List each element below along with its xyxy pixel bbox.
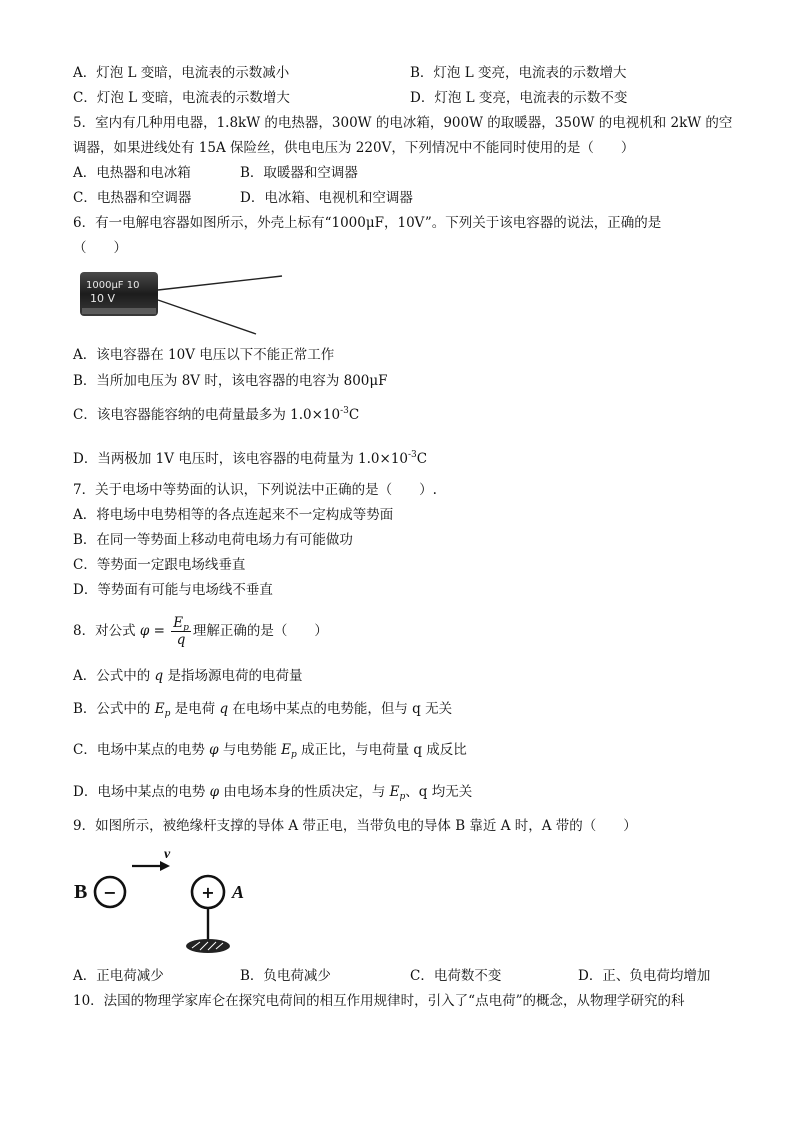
- conductor-b-label: B: [74, 881, 88, 903]
- q9-stem: 9．如图所示，被绝缘杆支撑的导体 A 带正电，当带负电的导体 B 靠近 A 时，A 带的（ ）: [73, 818, 637, 834]
- capacitor-illustration: [78, 268, 288, 340]
- q4-option-a: A．灯泡 L 变暗，电流表的示数减小: [73, 65, 290, 81]
- q7-option-b: B．在同一等势面上移动电荷电场力有可能做功: [73, 532, 353, 548]
- q8-fraction: [171, 615, 191, 648]
- q8-stem-prefix: 8．对公式: [73, 623, 140, 639]
- q6-option-d: [73, 450, 427, 468]
- q5-stem-line1: 5．室内有几种用电器，1.8kW 的电热器，300W 的电冰箱，900W 的取暖器，350W 的电视机和 2kW 的空: [73, 115, 733, 131]
- velocity-arrow-head: [160, 861, 170, 871]
- q7-stem: 7．关于电场中等势面的认识，下列说法中正确的是（ ）.: [73, 482, 437, 498]
- q8-phi: φ: [139, 623, 150, 639]
- q6-option-d-unit: C: [416, 451, 428, 467]
- charged-conductors-diagram: [72, 842, 262, 960]
- q4-option-b: B．灯泡 L 变亮，电流表的示数增大: [410, 65, 627, 81]
- q9-option-d: D．正、负电荷均增加: [578, 968, 711, 984]
- q4-option-c: C．灯泡 L 变暗，电流表的示数增大: [73, 90, 290, 106]
- q6-stem-line1: 6．有一电解电容器如图所示，外壳上标有“1000μF，10V”。下列关于该电容器的说法，正确的是: [73, 215, 662, 231]
- capacitor-lead-1: [158, 276, 282, 290]
- conductor-b-minus: −: [103, 883, 117, 902]
- q9-option-c: C．电荷数不变: [410, 968, 502, 984]
- q6-option-d-text: D．当两极加 1V 电压时，该电容器的电荷量为 1.0×10: [73, 451, 408, 467]
- q10-stem-line1: 10．法国的物理学家库仑在探究电荷间的相互作用规律时，引入了“点电荷”的概念，从物理学研究的科: [73, 993, 685, 1009]
- q7-option-d: D．等势面有可能与电场线不垂直: [73, 582, 273, 598]
- q7-option-c: C．等势面一定跟电场线垂直: [73, 557, 246, 573]
- conductor-a-plus: +: [201, 883, 215, 902]
- q9-option-a: A．正电荷减少: [73, 968, 164, 984]
- q6-option-d-exponent: -3: [408, 450, 417, 460]
- q5-stem-line2: 调器，如果进线处有 15A 保险丝，供电电压为 220V，下列情况中不能同时使用的是（ ）: [73, 140, 635, 156]
- q5-option-c: C．电热器和空调器: [73, 190, 192, 206]
- insulating-stand-base: [186, 939, 230, 953]
- q7-option-a: A．将电场中电势相等的各点连起来不一定构成等势面: [73, 507, 394, 523]
- q4-option-d: D．灯泡 L 变亮，电流表的示数不变: [410, 90, 628, 106]
- q6-option-c-text: C．该电容器能容纳的电荷量最多为 1.0×10: [73, 407, 341, 423]
- capacitor-label-capacitance: 1000μF 10: [86, 280, 140, 291]
- q9-option-b: B．负电荷减少: [240, 968, 331, 984]
- q8-option-a: A．公式中的 q 是指场源电荷的电荷量: [73, 668, 303, 684]
- q8-option-b: B．公式中的 $E_p$ 是电荷 q 在电场中某点的电势能，但与 q 无关: [73, 701, 453, 719]
- q5-option-d: D．电冰箱、电视机和空调器: [240, 190, 413, 206]
- q8-stem-suffix: 理解正确的是（ ）: [192, 623, 328, 639]
- velocity-label: v: [164, 847, 171, 862]
- q5-option-a: A．电热器和电冰箱: [73, 165, 191, 181]
- q8-option-d: D．电场中某点的电势 φ 由电场本身的性质决定，与 $E_p$、q 均无关: [73, 784, 473, 802]
- q8-stem: [73, 614, 328, 648]
- q8-fraction-denominator: q: [176, 632, 186, 648]
- charged-conductors-figure: [72, 842, 262, 960]
- capacitor-figure: [78, 268, 288, 340]
- q6-option-a: A．该电容器在 10V 电压以下不能正常工作: [73, 347, 335, 363]
- q6-option-b: B．当所加电压为 8V 时，该电容器的电容为 800μF: [73, 373, 388, 389]
- conductor-a-label: A: [232, 882, 245, 902]
- q8-equals: =: [149, 623, 170, 639]
- q6-stem-line2: （ ）: [73, 240, 127, 256]
- q8-fraction-numerator: $E_p$: [173, 615, 189, 633]
- q6-option-c-unit: C: [348, 407, 360, 423]
- q6-option-c-exponent: -3: [340, 406, 349, 416]
- capacitor-lead-2: [158, 300, 256, 334]
- q8-option-c: C．电场中某点的电势 φ 与电势能 $E_p$ 成正比，与电荷量 q 成反比: [73, 742, 467, 760]
- q5-option-b: B．取暖器和空调器: [240, 165, 358, 181]
- capacitor-label-voltage: 10 V: [90, 292, 116, 305]
- q6-option-c: [73, 406, 359, 424]
